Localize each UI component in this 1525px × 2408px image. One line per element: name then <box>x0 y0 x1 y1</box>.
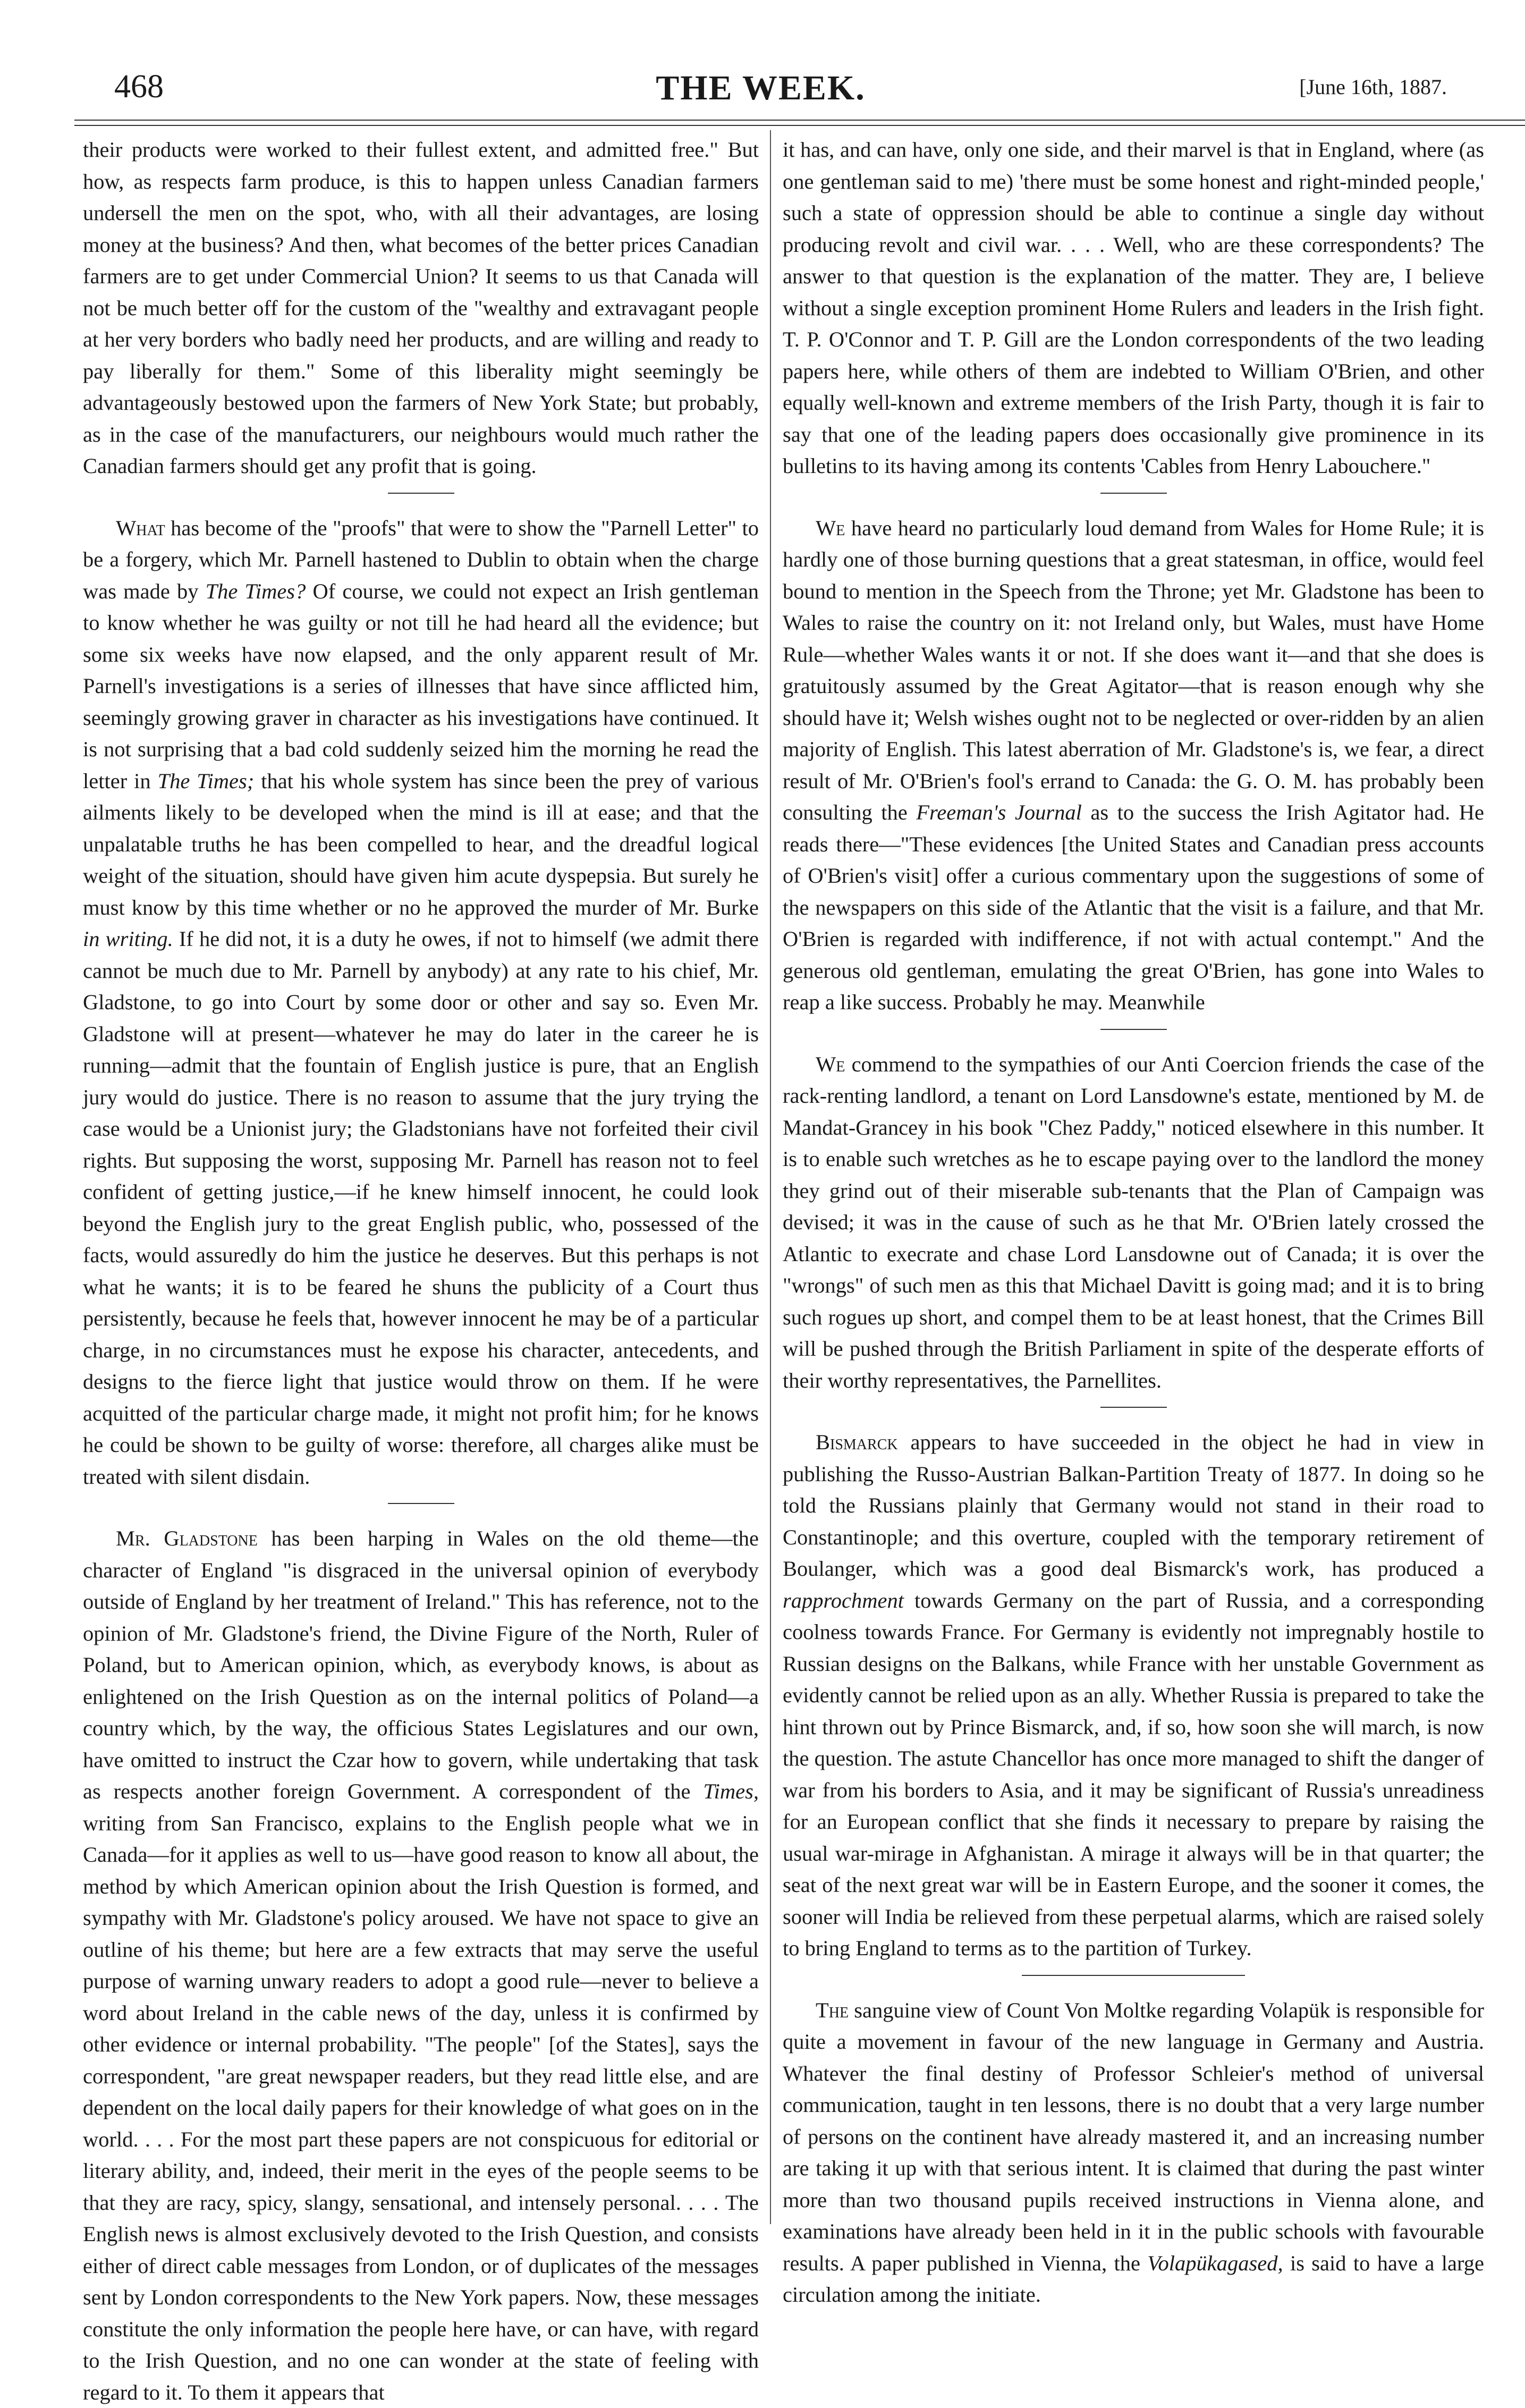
paragraph-text: have heard no particularly loud demand from Wales for Home Rule; it is hardly one of those burning questions that a great statesman, in office, would feel bound to mention in the Speech from the Throne; yet Mr. Gladstone has been to Wales to raise the country on it: not Ireland only, but Wales, must have Home Rule—whether Wales wants it or not. If she does want it—and that she does is gratuitously assumed by the Great Agitator—that is reason enough why she should have it; Welsh wishes ought not to be neglected or over-ridden by an alien majority of English. This latest aberration of Mr. Gladstone's is, we fear, a direct result of Mr. O'Brien's fool's errand to Canada: the G. O. M. has probably been consulting the <box>783 516 1484 824</box>
section-separator <box>1100 1029 1167 1030</box>
paragraph-text: writing from San Francisco, explains to the English people what we in Canada—for it applies as well to us—have good reason to know all about, the method by which American opinion about the Irish Question is formed, and sympathy with Mr. Gladstone's policy aroused. We have not space to give an outline of his theme; but here are a few extracts that may serve the useful purpose of warning unwary readers to adopt a good rule—never to believe a word about Ireland in the cable news of the day, unless it is confirmed by other evidence or internal probability. "The people" [of the States], says the correspondent, "are great newspaper readers, but they read little else, and are dependent on the local daily papers for their knowledge of what goes on in the world. . . . For the most part these papers are not conspicuous for editorial or literary ability, and, indeed, their merit in the eyes of the people seems to be that they are racy, spicy, slangy, sensational, and intensely personal. . . . The English news is almost exclusively devoted to the Irish Question, and consists either of direct cable messages from London, or of duplicates of the messages sent by London correspondents to the New York papers. Now, these messages constitute the only information the people here have, or can have, with regard to the Irish Question, and no one can wonder at the state of feeling with regard to it. To them it appears that <box>83 1811 759 2404</box>
section-separator <box>1100 493 1167 494</box>
section-separator <box>1022 1975 1245 1976</box>
italic-text: The Times? <box>205 579 306 603</box>
italic-text: Volapükagased, <box>1147 2251 1283 2275</box>
paragraph-text: If he did not, it is a duty he owes, if not to himself (we admit there cannot be much due to Mr. Parnell by anybody) at any rate to his chief, Mr. Gladstone, to go into Court by some door or other and say so. Even Mr. Gladstone will at present—whatever he may do later in the career he is running—admit that the fountain of English justice is pure, that an English jury would do justice. There is no reason to assume that the jury trying the case would be a Unionist jury; the Gladstonians have not forfeited their civil rights. But supposing the worst, supposing Mr. Parnell has reason not to feel confident of getting justice,—if he knew himself innocent, he could look beyond the English jury to the great English public, who, possessed of the facts, would assuredly do him the justice he deserves. But this perhaps is not what he wants; it is to be feared he shuns the publicity of a Court thus persistently, because he feels that, however innocent he may be of a particular charge, in no circumstances must he expose his character, antecedents, and designs to the fierce light that justice would throw on them. If he were acquitted of the particular charge made, it might not profit him; for he knows he could be shown to be guilty of worse: therefore, all charges alike must be treated with silent disdain. <box>83 927 759 1489</box>
paragraph-text: Of course, we could not expect an Irish gentleman to know whether he was guilty or not till he had heard all the evidence; but some six weeks have now elapsed, and the only apparent result of Mr. Parnell's investigations is a series of illnesses that have since afflicted him, seemingly growing graver in character as his investigations have continued. It is not surprising that a bad cold suddenly seized him the morning he read the letter in <box>83 579 759 793</box>
paragraph-lead-word: What <box>116 516 165 540</box>
paragraph-text: is said to have a large circulation among the initiate. <box>783 2251 1484 2306</box>
article-paragraph-lansdowne-tenant <box>783 1049 1484 1397</box>
right-column <box>783 134 1485 2306</box>
column-divider <box>770 130 771 2224</box>
paragraph-text: towards Germany on the part of Russia, and a corresponding coolness towards France. For Germany is evidently not impregnably hostile to Russian designs on the Balkans, while France with her unstable Government as evidently cannot be relied upon as an ally. Whether Russia is prepared to take the hint thrown out by Prince Bismarck, and, if so, how soon she will march, is now the question. The astute Chancellor has once more managed to shift the danger of war from his borders to Asia, and it may be significant of Russia's unreadiness for an European conflict that she finds it necessary to prepare by raising the usual war-mirage in Afghanistan. A mirage it always will be in that quarter; the seat of the next great war will be in Eastern Europe, and the sooner it comes, the sooner will India be relieved from these perpetual alarms, which are raised solely to bring England to terms as to the partition of Turkey. <box>783 1588 1484 1960</box>
paragraph-text: that his whole system has since been the prey of various ailments likely to be developed when the mind is ill at ease; and that the unpalatable truths he has been compelled to hear, and the dreadful logical weight of the situation, should have given him acute dyspepsia. But surely he must know by this time whether or no he approved the murder of Mr. Burke <box>83 768 759 919</box>
article-paragraph-parnell-letter <box>83 512 759 1493</box>
header-rule-bottom <box>74 125 1525 126</box>
masthead-title: THE WEEK. <box>656 69 866 107</box>
paragraph-text: has been harping in Wales on the old theme—the character of England "is disgraced in the universal opinion of everybody outside of England by her treatment of Ireland." This has reference, not to the opinion of Mr. Gladstone's friend, the Divine Figure of the North, Ruler of Poland, but to American opinion, which, as everybody knows, is about as enlightened on the Irish Question as on the internal politics of Poland—a country which, by the way, the officious States Legislatures and our own, have omitted to instruct the Czar how to govern, while undertaking that task as respects another foreign Government. A correspondent of the <box>83 1526 759 1803</box>
article-paragraph-correspondents: it has, and can have, only one side, and their marvel is that in England, where (as one gentleman said to me) 'there must be some honest and right-minded people,' such a state of oppression should be able to continue a single day without producing revolt and civil war. . . . Well, who are these correspondents? The answer to that question is the explanation of the matter. They are, I believe without a single exception prominent Home Rulers and leaders in the Irish fight. T. P. O'Connor and T. P. Gill are the London correspondents of the two leading papers here, while others of them are indebted to William O'Brien, and other equally well-known and extreme members of the Irish Party, though it is fair to say that one of the leading papers does occasionally give prominence in its bulletins to its having among its contents 'Cables from Henry Labouchere." <box>783 138 1484 478</box>
paragraph-text: appears to have succeeded in the object he had in view in publishing the Russo-Austrian Balkan-Partition Treaty of 1877. In doing so he told the Russians plainly that Germany would not stand in their road to Constantinople; and this overture, coupled with the temporary retirement of Boulanger, which was a good deal Bismarck's work, has produced a <box>783 1430 1484 1581</box>
section-separator <box>1100 1407 1167 1408</box>
italic-text: in writing. <box>83 927 173 951</box>
paragraph-lead-word: We <box>816 516 845 540</box>
paragraph-lead-word: Mr. Gladstone <box>116 1526 258 1550</box>
paragraph-lead-word: We <box>816 1052 845 1076</box>
paragraph-text: commend to the sympathies of our Anti Coercion friends the case of the rack-renting landlord, a tenant on Lord Lansdowne's estate, mentioned by M. de Mandat-Grancey in his book "Chez Paddy," noticed elsewhere in this number. It is to enable such wretches as he to escape paying over to the landlord the money they grind out of their miserable sub-tenants that the Plan of Campaign was devised; it was in the cause of such as he that Mr. O'Brien lately crossed the Atlantic to execrate and chase Lord Lansdowne out of Canada; it is over the "wrongs" of such men as this that Michael Davitt is going mad; and it is to bring such rogues up short, and compel them to be at least honest, that the Crimes Bill will be pushed through the British Parliament in spite of the desperate efforts of their worthy representatives, the Parnellites. <box>783 1052 1484 1392</box>
article-paragraph-gladstone-wales <box>83 1523 759 2408</box>
article-paragraph-bismarck <box>783 1426 1484 1964</box>
section-separator <box>388 493 454 494</box>
issue-date: [June 16th, 1887. <box>1299 75 1447 99</box>
article-paragraph-home-rule-wales <box>783 512 1484 1018</box>
paragraph-text: has become of the "proofs" that were to show the "Parnell Letter" to be a forgery, which Mr. Parnell hastened to Dublin to obtain when the charge was made by <box>83 516 759 603</box>
paragraph-text: sanguine view of Count Von Moltke regarding Volapük is responsible for quite a movement in favour of the new language in Germany and Austria. Whatever the final destiny of Professor Schleier's method of universal communication, taught in ten lessons, there is no doubt that a very large number of persons on the continent have already mastered it, and an increasing number are taking it up with that serious intent. It is claimed that during the past winter more than two thousand pupils received instructions in Vienna alone, and examinations have already been held in it in the public schools with favourable results. A paper published in Vienna, the <box>783 1998 1484 2275</box>
paragraph-lead-word: Bismarck <box>816 1430 898 1454</box>
article-paragraph-volapuk <box>783 1995 1484 2311</box>
header-rule-top <box>74 120 1525 121</box>
italic-text: Freeman's Journal <box>916 800 1082 824</box>
italic-text: The Times; <box>157 768 255 793</box>
section-separator <box>388 1503 454 1504</box>
paragraph-lead-word: The <box>816 1998 849 2022</box>
article-paragraph-commercial-union: their products were worked to their fullest extent, and admitted free." But how, as respects farm produce, is this to happen unless Canadian farmers undersell the men on the spot, who, with all their advantages, are losing money at the business? And then, what becomes of the better prices Canadian farmers are to get under Commercial Union? It seems to us that Canada will not be much better off for the custom of the "wealthy and extravagant people at her very borders who badly need her products, and are willing and ready to pay liberally for them." Some of this liberality might seemingly be advantageously bestowed upon the farmers of New York State; but probably, as in the case of the manufacturers, our neighbours would much rather the Canadian farmers should get any profit that is going. <box>83 138 759 478</box>
left-column <box>83 134 759 2404</box>
paragraph-text: as to the success the Irish Agitator had. He reads there—"These evidences [the United States and Canadian press accounts of O'Brien's visit] offer a curious commentary upon the suggestions of some of the newspapers on this side of the Atlantic that the visit is a failure, and that Mr. O'Brien is regarded with indifference, if not with actual contempt." And the generous old gentleman, emulating the great O'Brien, has gone into Wales to reap a like success. Probably he may. Meanwhile <box>783 800 1485 1014</box>
page-number: 468 <box>114 69 164 105</box>
italic-text: rapprochment <box>783 1588 904 1612</box>
italic-text: Times, <box>703 1779 759 1803</box>
